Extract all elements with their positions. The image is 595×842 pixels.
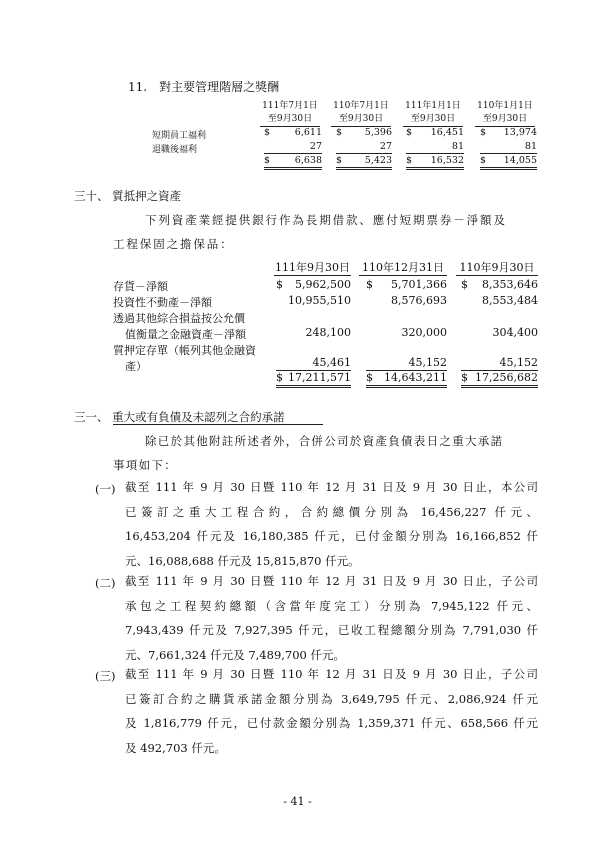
sec11-r1-c1: 6,611 [294, 127, 322, 138]
sec30-r6-c1: 45,461 [312, 356, 351, 369]
item-marker: (三) [95, 669, 116, 683]
item-line: 承包之工程契約總額（含當年度完工）分別為 7,945,122 仟元、 [125, 598, 538, 613]
sec30-r4-c3: 304,400 [492, 326, 538, 339]
currency-sign: $ [461, 278, 468, 291]
sec11-total-c3: 16,532 [430, 155, 464, 166]
sec30-col-header: 111年9月30日 [275, 261, 350, 274]
sec30-total-c2: 14,643,211 [384, 371, 447, 384]
sec11-r2-c3: 81 [451, 141, 464, 152]
section31-intro-line1: 除已於其他附註所述者外，合併公司於資產負債表日之重大承諾 [145, 434, 504, 448]
currency-sign: $ [366, 371, 373, 384]
sec11-col4-line1: 110年1月1日 [477, 101, 533, 111]
sec11-col2-line1: 110年7月1日 [333, 101, 389, 111]
item-line: 16,453,204 仟元及 16,180,385 仟元，已付金額分別為 16,166,852 仟 [125, 529, 538, 543]
section11-title: 11. 對主要管理階層之獎酬 [128, 80, 280, 94]
currency-sign: $ [406, 155, 413, 166]
sec11-col-header [403, 100, 463, 127]
item-line: 元、7,661,324 仟元及 7,489,700 仟元。 [125, 647, 346, 662]
sec30-row-label: 產） [125, 360, 147, 373]
section30-intro-line1: 下列資產業經提供銀行作為長期借款、應付短期票券－淨額及 [145, 213, 507, 227]
sec30-row-label: 透過其他綜合損益按公允價 [113, 312, 245, 325]
currency-sign: $ [336, 155, 343, 166]
sec11-total-c4: 14,055 [503, 155, 537, 166]
sec11-col1-line1: 111年7月1日 [262, 101, 318, 111]
sec11-col3-line2: 至9月30日 [403, 113, 463, 127]
sec30-col-header: 110年9月30日 [456, 259, 538, 276]
currency-sign: $ [336, 127, 343, 138]
section31-intro-line2: 事項如下： [113, 458, 177, 472]
sec11-r2-c2: 27 [379, 141, 392, 152]
sec30-r1-c3: 8,353,646 [482, 278, 538, 291]
currency-sign: $ [480, 127, 487, 138]
commitment-item [125, 475, 538, 573]
currency-sign: $ [264, 127, 271, 138]
sec30-r2-c3: 8,553,484 [482, 294, 538, 307]
title-underline [113, 424, 323, 425]
sec11-r1-c3: 16,451 [430, 127, 464, 138]
section30-intro-line2: 工程保固之擔保品： [113, 237, 234, 251]
currency-sign: $ [366, 278, 373, 291]
sec30-r4-c1: 248,100 [305, 326, 351, 339]
sec11-total-c2: 5,423 [364, 155, 392, 166]
sec11-col-header [331, 100, 391, 127]
sec30-row-label: 值衡量之金融資產－淨額 [125, 328, 246, 341]
item-line: 及 492,703 仟元。 [125, 740, 226, 755]
sec30-r1-c1: 5,962,500 [295, 278, 351, 291]
sec11-col-header [475, 100, 535, 127]
sec30-r2-c1: 10,955,510 [288, 294, 351, 307]
item-line: 7,943,439 仟元及 7,927,395 仟元，已收工程總額分別為 7,791,030 仟 [125, 623, 538, 637]
currency-sign: $ [480, 155, 487, 166]
sec30-total-c3: 17,256,682 [475, 371, 538, 384]
sec11-row-label: 短期員工福利 [152, 131, 207, 141]
sec11-r2-c4: 81 [524, 141, 537, 152]
sec30-row-label: 質押定存單（帳列其他金融資 [113, 344, 256, 357]
item-marker: (二) [95, 576, 116, 590]
item-line: 已簽訂之重大工程合約，合約總價分別為 16,456,227 仟元、 [125, 504, 538, 519]
currency-sign: $ [406, 127, 413, 138]
item-line: 已簽訂合約之購貨承諾金額分別為 3,649,795 仟元、2,086,924 仟元 [125, 691, 538, 706]
page-number: - 41 - [283, 795, 312, 808]
currency-sign: $ [461, 371, 468, 384]
sec30-r2-c2: 8,576,693 [391, 294, 447, 307]
currency-sign: $ [276, 278, 283, 291]
commitment-item [125, 662, 538, 760]
item-line: 元、16,088,688 仟元及 15,815,870 仟元。 [125, 553, 360, 568]
sec11-row-label: 退職後福利 [152, 145, 198, 155]
section30-title: 三十、 質抵押之資產 [74, 189, 182, 203]
section31-title: 三一、 重大或有負債及未認列之合約承諾 [74, 410, 285, 424]
sec11-total-c1: 6,638 [294, 155, 322, 166]
sec11-col2-line2: 至9月30日 [331, 113, 391, 127]
item-marker: (一) [95, 482, 116, 496]
item-line: 及 1,816,779 仟元，已付款金額分別為 1,359,371 仟元、658,566 仟元 [125, 716, 538, 730]
sec11-r1-c4: 13,974 [503, 127, 537, 138]
item-line: 截至 111 年 9 月 30 日暨 110 年 12 月 31 日及 9 月 30 日止，子公司 [125, 667, 538, 681]
sec30-r1-c2: 5,701,366 [391, 278, 447, 291]
sec30-total-c1: 17,211,571 [288, 371, 351, 384]
sec11-r2-c1: 27 [309, 141, 322, 152]
sec11-r1-c2: 5,396 [364, 127, 392, 138]
sec11-col3-line1: 111年1月1日 [405, 101, 461, 111]
sec30-col-header: 110年12月31日 [359, 259, 447, 276]
sec11-col-header [260, 100, 320, 127]
commitment-item [125, 569, 538, 667]
sec30-r6-c3: 45,152 [499, 356, 538, 369]
currency-sign: $ [276, 371, 283, 384]
sec11-col1-line2: 至9月30日 [260, 113, 320, 127]
sec30-r6-c2: 45,152 [408, 356, 447, 369]
sec11-col4-line2: 至9月30日 [475, 113, 535, 127]
item-line: 截至 111 年 9 月 30 日暨 110 年 12 月 31 日及 9 月 30 日止，子公司 [125, 574, 538, 588]
item-line: 截至 111 年 9 月 30 日暨 110 年 12 月 31 日及 9 月 30 日止，本公司 [125, 480, 538, 494]
currency-sign: $ [264, 155, 271, 166]
sec30-row-label: 投資性不動產－淨額 [113, 296, 212, 309]
sec30-row-label: 存貨－淨額 [113, 280, 168, 293]
sec30-r4-c2: 320,000 [401, 326, 447, 339]
